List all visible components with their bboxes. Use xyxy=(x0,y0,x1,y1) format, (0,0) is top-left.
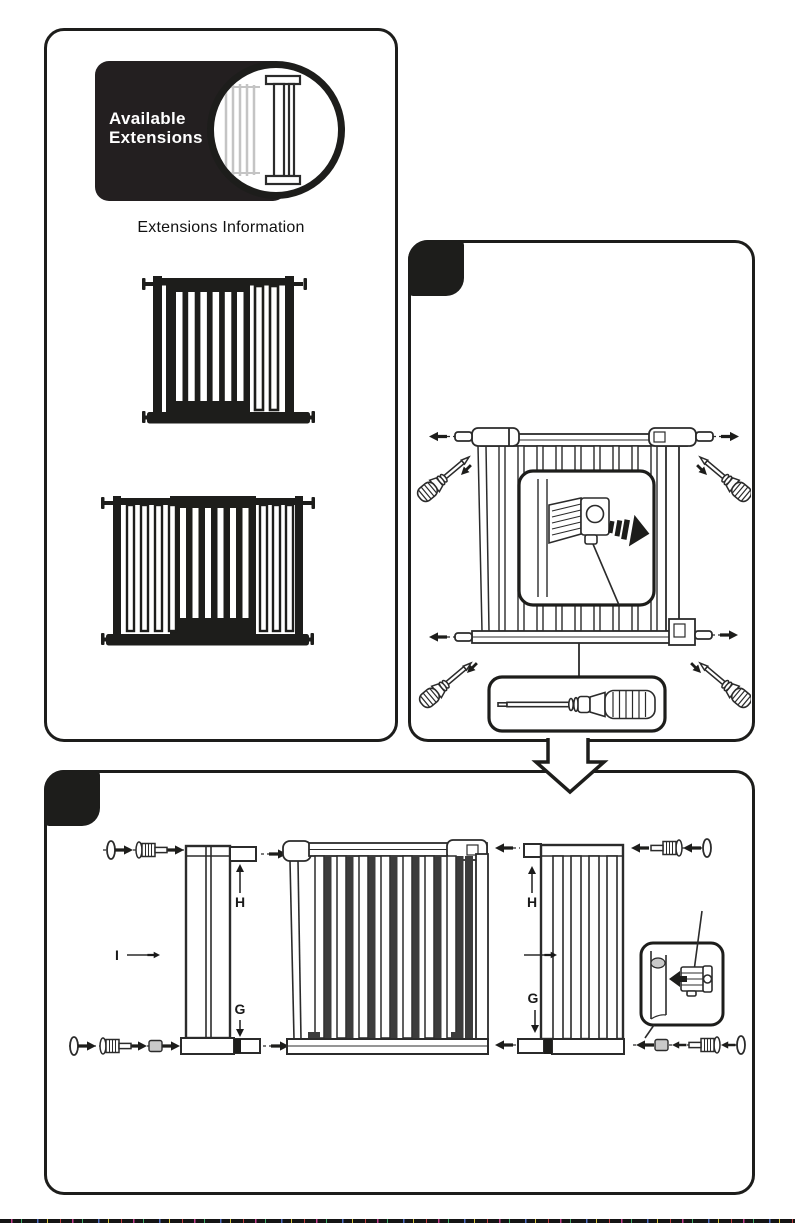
label-g-right: G xyxy=(527,990,539,1006)
attach-extensions-panel xyxy=(44,770,755,1195)
gate-outline xyxy=(283,840,488,1054)
right-extension-frame xyxy=(518,844,624,1054)
label-g-left: G xyxy=(234,1001,246,1017)
left-top-hardware xyxy=(103,841,184,859)
gate-two-extensions-diagram xyxy=(101,493,315,651)
extension-assembly-diagram xyxy=(47,773,751,1191)
badge-line1: Available xyxy=(109,109,186,128)
extension-photo-oval xyxy=(207,61,345,199)
remove-spindles-panel xyxy=(408,240,755,742)
right-top-hardware xyxy=(631,839,711,857)
label-h-left: H xyxy=(234,894,246,910)
badge-title xyxy=(109,109,203,147)
right-bottom-hardware xyxy=(633,1036,745,1054)
available-extensions-badge xyxy=(95,61,347,201)
label-i-left: I xyxy=(115,947,119,963)
left-attach-arrows xyxy=(261,849,289,1050)
label-h-right: H xyxy=(526,894,538,910)
left-extension-frame xyxy=(181,846,260,1054)
extension-sketch-icon xyxy=(214,68,338,192)
fitting-detail-inset xyxy=(519,471,654,605)
available-extensions-panel xyxy=(44,28,398,742)
left-bottom-hardware xyxy=(69,1037,180,1055)
extensions-caption: Extensions Information xyxy=(137,219,305,236)
next-step-arrow-icon xyxy=(530,738,610,796)
screwdriver-tool-box xyxy=(489,677,665,731)
extension-bars xyxy=(255,286,278,410)
gate-attach-arrows xyxy=(495,843,520,1049)
spindle-removal-diagram xyxy=(411,243,751,738)
print-artifact-strip xyxy=(0,1219,795,1223)
gate-one-extension-diagram xyxy=(142,271,315,428)
spindle-insert-inset xyxy=(641,911,723,1038)
badge-line2: Extensions xyxy=(109,128,203,147)
